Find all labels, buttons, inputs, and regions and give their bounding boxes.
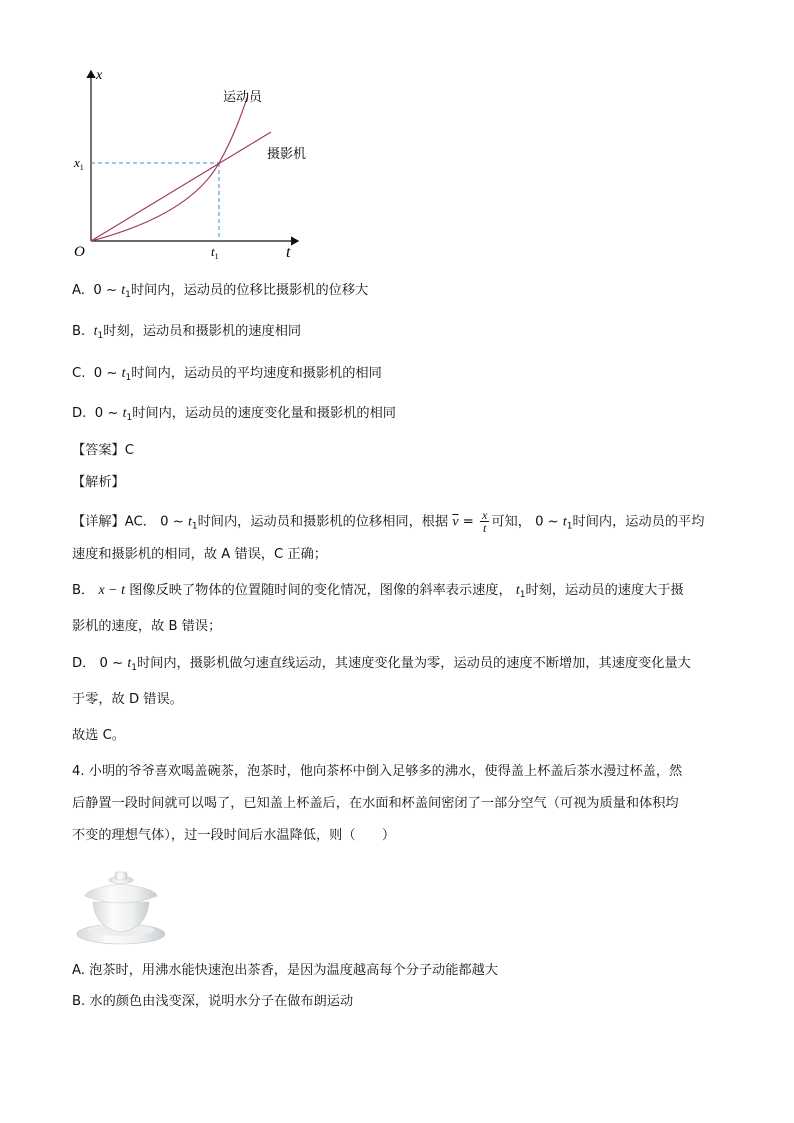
q4-line-2: 后静置一段时间就可以喝了，已知盖上杯盖后，在水面和杯盖间密闭了一部分空气（可视为质量和体积均 [72, 796, 679, 811]
origin-label: O [74, 244, 85, 260]
option-c: C. 0 ~ $t_1$时间内，运动员的平均速度和摄影机的相同 [72, 366, 382, 383]
q4-option-b: B. 水的颜色由浅变深，说明水分子在做布朗运动 [72, 994, 354, 1009]
option-b: B. $t_1$时刻，运动员和摄影机的速度相同 [72, 324, 302, 341]
camera-line [91, 132, 271, 241]
x1-tick-label: $x_1$ [74, 155, 84, 172]
detail-line-5: D． 0 ~ $t_1$时间内，摄影机做匀速直线运动，其速度变化量为零，运动员的速度不断增加，其速度变化量大 [72, 656, 691, 673]
x-axis-label: t [286, 244, 291, 261]
gaiwan-teacup-image [75, 866, 167, 948]
option-d: D. 0 ~ $t_1$时间内，运动员的速度变化量和摄影机的相同 [72, 406, 396, 423]
q4-line-3: 不变的理想气体），过一段时间后水温降低，则（ ） [72, 828, 396, 843]
detail-line-7: 故选 C。 [72, 728, 125, 743]
detail-line-1: 【详解】AC． 0 ~ $t_1$时间内，运动员和摄影机的位移相同，根据 $\overline{v}$ = $\frac{x}{t}$ 可知， 0 ~ $t_1$时间内，运动员的平均 [72, 508, 705, 535]
option-a: A. 0 ~ $t_1$时间内，运动员的位移比摄影机的位移大 [72, 283, 369, 300]
fraction-x-over-t: $\frac{x}{t}$ [482, 508, 488, 535]
q4-option-a: A. 泡茶时，用沸水能快速泡出茶香，是因为温度越高每个分子动能都越大 [72, 963, 498, 978]
xt-graph [70, 65, 330, 265]
detail-line-3: B． x − t 图像反映了物体的位置随时间的变化情况，图像的斜率表示速度， $t_1$时刻，运动员的速度大于摄 [72, 583, 684, 600]
athlete-curve [91, 95, 248, 241]
analysis-title: 【解析】 [72, 475, 125, 490]
detail-line-2: 速度和摄影机的相同，故 A 错误，C 正确； [72, 547, 327, 562]
t1-tick-label: $t_1$ [211, 244, 219, 261]
y-axis-label: x [96, 68, 103, 83]
camera-legend: 摄影机 [267, 147, 307, 162]
answer: 【答案】C [72, 443, 134, 458]
detail-line-4: 影机的速度，故 B 错误； [72, 619, 222, 634]
detail-line-6: 于零，故 D 错误。 [72, 692, 183, 707]
q4-line-1: 4. 小明的爷爷喜欢喝盖碗茶，泡茶时，他向茶杯中倒入足够多的沸水，使得盖上杯盖后茶水漫过杯盖，然 [72, 764, 683, 779]
athlete-legend: 运动员 [223, 90, 263, 105]
